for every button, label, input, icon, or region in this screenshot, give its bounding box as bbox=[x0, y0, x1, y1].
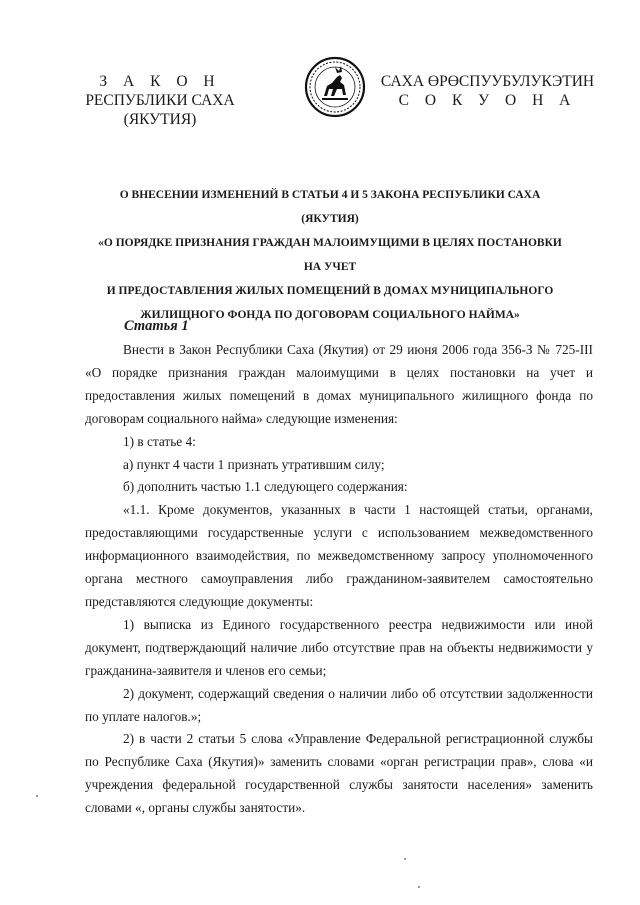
republic-name: РЕСПУБЛИКИ САХА (ЯКУТИЯ) bbox=[85, 92, 235, 128]
title-line: О ВНЕСЕНИИ ИЗМЕНЕНИЙ В СТАТЬИ 4 И 5 ЗАКОНА РЕСПУБЛИКИ САХА (ЯКУТИЯ) bbox=[119, 189, 541, 225]
title-line: И ПРЕДОСТАВЛЕНИЯ ЖИЛЫХ ПОМЕЩЕНИЙ В ДОМАХ МУНИЦИПАЛЬНОГО bbox=[106, 285, 554, 297]
law-label: З А К О Н bbox=[99, 73, 221, 90]
paragraph: Внести в Закон Республики Саха (Якутия) от 29 июня 2006 года 356-З № 725-III «О порядке признания граждан малоимущими в целях постановки на учет и предоставления жилых помещений в домах муниципального жилищного фонда по договорам социального найма» следующие изменения: bbox=[85, 342, 593, 426]
paragraph: 2) документ, содержащий сведения о наличии либо об отсутствии задолженности по уплате налогов.»; bbox=[85, 685, 593, 724]
document-title bbox=[95, 183, 565, 327]
republic-name-yakut: САХА ӨРӨСПУУБУЛУКЭТИН bbox=[380, 73, 595, 90]
paragraph: 2) в части 2 статьи 5 слова «Управление Федеральной регистрационной службы по Республике Саха (Якутия)» заменить словами «орган регистрации прав», слова «и учреждения федеральной государственной службы занятости населения» заменить словами «, органы службы занятости». bbox=[85, 731, 593, 816]
paragraph: «1.1. Кроме документов, указанных в части 1 настоящей статьи, органами, предоставляющими государственные услуги с использованием межведомственного информационного взаимодействия, по межведомственному запросу уполномоченного органа местного самоуправления либо гражданином-заявителем самостоятельно представляются следующие документы: bbox=[85, 502, 593, 609]
scan-speck bbox=[404, 858, 406, 860]
title-line: ЖИЛИЩНОГО ФОНДА ПО ДОГОВОРАМ СОЦИАЛЬНОГО НАЙМА» bbox=[140, 309, 520, 321]
article-body bbox=[85, 339, 593, 820]
header-left bbox=[60, 72, 260, 129]
title-line: «О ПОРЯДКЕ ПРИЗНАНИЯ ГРАЖДАН МАЛОИМУЩИМИ В ЦЕЛЯХ ПОСТАНОВКИ НА УЧЕТ bbox=[98, 237, 562, 273]
paragraph: 1) выписка из Единого государственного реестра недвижимости или иной документ, подтверждающий наличие либо отсутствие прав на объекты недвижимости у гражданина-заявителя и членов его семьи; bbox=[85, 616, 593, 678]
coat-of-arms-emblem bbox=[304, 56, 366, 118]
scan-speck bbox=[36, 795, 38, 797]
header-right bbox=[380, 72, 595, 110]
paragraph: б) дополнить частью 1.1 следующего содержания: bbox=[123, 479, 408, 495]
scan-speck bbox=[418, 886, 420, 888]
paragraph: а) пункт 4 части 1 признать утратившим силу; bbox=[123, 456, 385, 472]
law-label-yakut: С О К У О Н А bbox=[398, 92, 577, 109]
article-heading: Статья 1 bbox=[124, 318, 189, 334]
paragraph: 1) в статье 4: bbox=[123, 433, 196, 449]
